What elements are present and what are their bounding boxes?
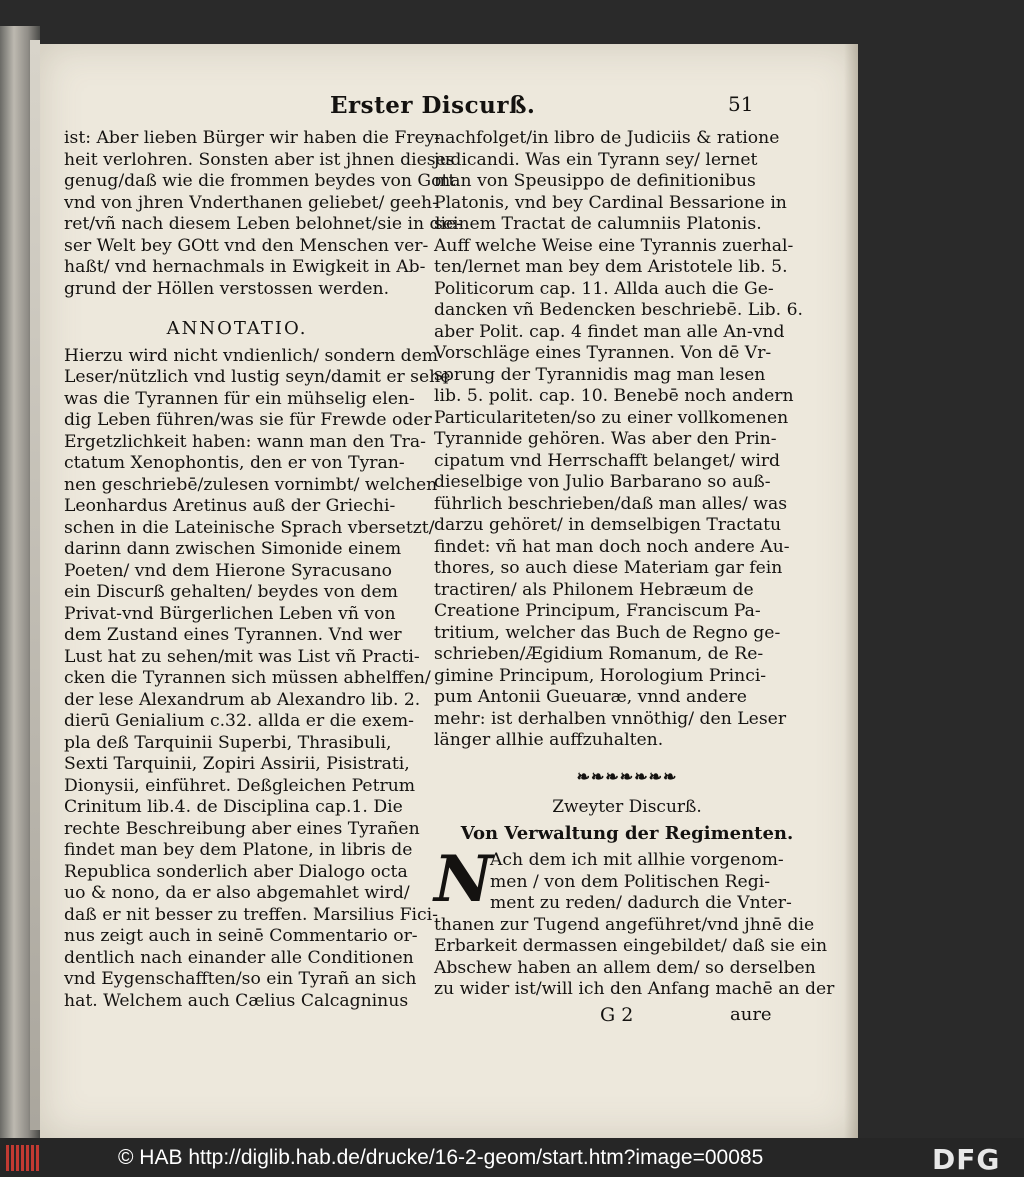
signature-mark: G 2 [600,1004,634,1026]
text-line: lib. 5. polit. cap. 10. Benebē noch andern [434,386,794,406]
text-line: nachfolget/in libro de Judiciis & ratione [434,128,780,148]
text-line: der lese Alexandrum ab Alexandro lib. 2. [64,689,421,710]
text-line: Ach dem ich mit allhie vorgenom- [490,850,784,870]
text-line: seinem Tractat de calumniis Platonis. [434,214,762,234]
text-line: findet man bey dem Platone, in libris de [64,840,413,860]
book-page [40,44,858,1138]
text-line: Leser/nützlich vnd lustig seyn/damit er sehe [64,367,451,387]
text-line: schrieben/Ægidium Romanum, de Re- [434,644,764,664]
text-line: man von Speusippo de definitionibus [434,171,756,191]
text-line: Sexti Tarquinii, Zopiri Assirii, Pisistrati, [64,754,410,774]
text-line: rechte Beschreibung aber eines Tyrañen [64,818,420,839]
annotation-text [64,345,451,1013]
text-line: Tyrannide gehören. Was aber den Prin- [434,429,777,449]
text-line: zu wider ist/will ich den Anfang machē an der [434,979,835,999]
section-subtitle: Von Verwaltung der Regimenten. [460,822,794,844]
text-line: mehr: ist derhalben vnnöthig/ den Leser [434,708,787,729]
footer-copyright-link[interactable]: © HAB http://diglib.hab.de/drucke/16-2-geom/start.htm?image=00085 [118,1146,764,1169]
text-line: cken die Tyrannen sich müssen abhelffen/ [64,668,431,688]
text-line: nus zeigt auch in seinē Commentario or- [64,926,418,946]
text-line: was die Tyrannen für ein mühselig elen- [64,388,415,409]
text-line: Republica sonderlich aber Dialogo octa [64,861,408,882]
right-top-text [434,128,820,752]
left-top-text [64,128,463,300]
text-line: Hierzu wird nicht vndienlich/ sondern dem [64,345,439,366]
text-line: Poeten/ vnd dem Hierone Syracusano [64,560,393,581]
text-line: sprung der Tyrannidis mag man lesen [434,364,766,385]
text-line: Particulariteten/so zu einer vollkomenen [434,407,789,428]
text-line: tritium, welcher das Buch de Regno ge- [434,622,781,643]
text-line: judicandi. Was ein Tyrann sey/ lernet [434,149,758,170]
text-line: hat. Welchem auch Cælius Calcagninus [64,990,409,1011]
text-line: men / von dem Politischen Regi- [490,871,771,892]
binding-edge [30,40,40,1130]
text-line: Ergetzlichkeit haben: wann man den Tra- [64,431,426,452]
text-line: Crinitum lib.4. de Disciplina cap.1. Die [64,797,403,817]
text-line: tractiren/ als Philonem Hebræum de [434,579,754,600]
text-line: dancken vñ Bedencken beschriebē. Lib. 6. [434,300,804,320]
page-number: 51 [728,92,754,116]
text-line: uo & nono, da er also abgemahlet wird/ [64,883,410,903]
text-line: ser Welt bey GOtt vnd den Menschen ver- [64,235,429,256]
text-line: haßt/ vnd hernachmals in Ewigkeit in Ab- [64,257,426,277]
text-line: Vorschläge eines Tyrannen. Von dē Vr- [434,343,772,363]
text-line: ein Discurß gehalten/ beydes von dem [64,582,398,602]
text-line: thores, so auch diese Materiam gar fein [434,558,783,578]
text-line: ist: Aber lieben Bürger wir haben die Frey- [64,128,441,148]
text-line: heit verlohren. Sonsten aber ist jhnen dieses [64,149,455,170]
section-title: Zweyter Discurß. [552,797,702,817]
text-line: dig Leben führen/was sie für Frewde oder [64,410,432,430]
text-line: aber Polit. cap. 4 findet man alle An-vnd [434,321,785,342]
text-line: pum Antonii Gueuaræ, vnnd andere [434,687,747,707]
catchword: aure [730,1004,772,1025]
text-line: genug/daß wie die frommen beydes von Gott [64,171,456,191]
text-line: führlich beschrieben/daß man alles/ was [434,493,788,514]
text-line: thanen zur Tugend angeführet/vnd jhnē die [434,914,815,935]
text-line: ret/vñ nach diesem Leben belohnet/sie in die- [64,214,463,234]
text-line: darinn dann zwischen Simonide einem [64,539,402,559]
text-line: dentlich nach einander alle Conditionen [64,947,414,968]
text-line: Privat-vnd Bürgerlichen Leben vñ von [64,603,396,624]
text-line: schen in die Lateinische Sprach vbersetzt/ [64,517,435,538]
dropcap-lines [490,850,820,915]
hab-logo-icon [6,1145,40,1171]
footer-bar [0,1138,1024,1177]
text-line: dierū Genialium c.32. allda er die exem- [64,711,414,731]
text-line: vnd Eygenschafften/so ein Tyrañ an sich [64,969,417,989]
ornament-divider: ❧❧❧❧❧❧❧ [576,766,678,786]
text-line: vnd von jhren Vnderthanen geliebet/ geeh- [64,192,438,213]
text-line: Leonhardus Aretinus auß der Griechi- [64,496,396,516]
text-line: Creatione Principum, Franciscum Pa- [434,601,761,621]
text-line: ten/lernet man bey dem Aristotele lib. 5. [434,257,788,277]
text-line: Lust hat zu sehen/mit was List vñ Practi- [64,646,420,667]
running-head: Erster Discurß. [330,92,536,119]
text-line: dieselbige von Julio Barbarano so auß- [434,472,771,492]
right-after-text [434,914,835,1001]
text-line: Auff welche Weise eine Tyrannis zuerhal- [434,235,794,256]
text-line: nen geschriebē/zulesen vornimbt/ welchen [64,474,438,495]
text-line: grund der Höllen verstossen werden. [64,278,390,299]
text-line: Dionysii, einführet. Deßgleichen Petrum [64,775,416,796]
text-line: dem Zustand eines Tyrannen. Vnd wer [64,625,402,645]
text-line: cipatum vnd Herrschafft belanget/ wird [434,450,781,471]
text-line: darzu gehöret/ in demselbigen Tractatu [434,515,782,535]
text-line: daß er nit besser zu treffen. Marsilius Fici- [64,904,438,925]
dropcap-letter: N [434,842,493,917]
text-line: Platonis, vnd bey Cardinal Bessarione in [434,192,787,213]
text-line: länger allhie auffzuhalten. [434,730,664,750]
left-column [64,128,463,1012]
annotation-heading: ANNOTATIO. [166,318,308,339]
text-line: ctatum Xenophontis, den er von Tyran- [64,453,405,473]
right-column [434,128,835,1001]
text-line: pla deß Tarquinii Superbi, Thrasibuli, [64,732,392,753]
text-line: ment zu reden/ dadurch die Vnter- [490,893,792,913]
text-line: gimine Principum, Horologium Princi- [434,665,767,686]
dropcap-paragraph [434,842,820,917]
dfg-logo: DFG [932,1143,1001,1176]
text-line: Politicorum cap. 11. Allda auch die Ge- [434,278,774,299]
text-line: findet: vñ hat man doch noch andere Au- [434,536,790,557]
text-line: Abschew haben an allem dem/ so derselben [434,957,816,978]
text-line: Erbarkeit dermassen eingebildet/ daß sie ein [434,936,828,956]
